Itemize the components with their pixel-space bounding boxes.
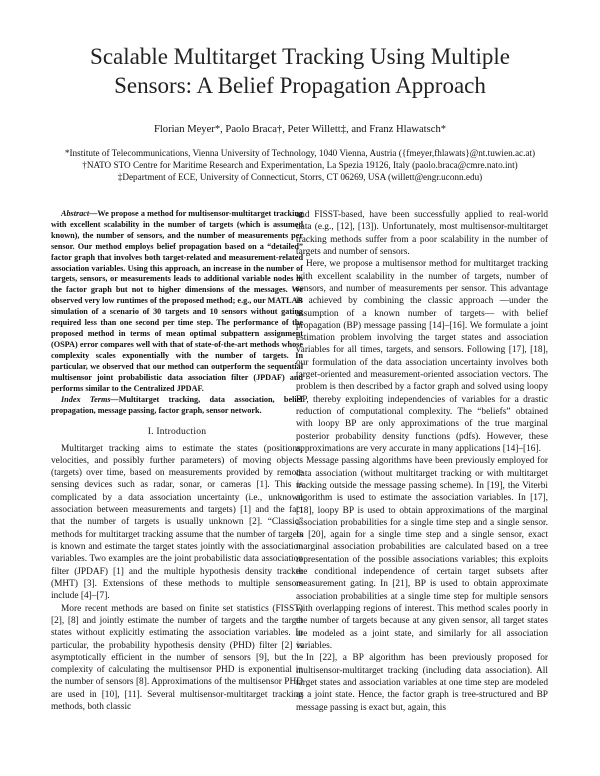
author-list: Florian Meyer*, Paolo Braca†, Peter Willett‡, and Franz Hlawatsch* <box>153 124 447 135</box>
paper-title <box>40 42 560 100</box>
paragraph: More recent methods are based on finite set statistics (FISST) [2], [8] and jointly estimate the number of targets and the target states without explicitly estimating the association variables. In particular, the probability hypothesis density (PHD) filter [2] is asymptotically efficient in the number of sensors [9], but the complexity of calculating the multisensor PHD is exponential in the number of sensors [8]. Approximations of the multisensor PHD are used in [10], [11]. Several multisensor-multitarget tracking methods, both classic <box>51 603 303 713</box>
affiliation-2: †NATO STO Centre for Maritime Research and Experimentation, La Spezia 19126, Italy (paolo.braca@cmre.nato.int) <box>82 160 518 171</box>
affiliation-3: ‡Department of ECE, University of Connecticut, Storrs, CT 06269, USA (willett@engr.uconn.edu) <box>117 172 483 183</box>
paragraph: Message passing algorithms have been previously employed for data association (without multitarget tracking or with multitarget tracking outside the message passing scheme). In [19], the Viterbi algorithm is used to estimate the association variables. In [17], [18], loopy BP is used to obtain approximations of the marginal association probabilities for a single time step and a single sensor. In [20], again for a single time step and a single sensor, exact marginal association probabilities are calculated based on a tree representation of the possible associations variables; this exploits the conditional independence of certain target subsets after measurement gating. In [21], BP is used to obtain approximate association probabilities at a single time step for multiple sensors with overlapping regions of interest. This method scales poorly in the number of targets because at any given sensor, all target states are modeled as a joint state, and similarly for all association variables. <box>296 456 548 651</box>
intro-body-right <box>296 209 548 714</box>
title-line-2: Sensors: A Belief Propagation Approach <box>114 73 486 98</box>
section-heading-introduction: I. Introduction <box>147 426 207 438</box>
affiliations <box>20 147 580 184</box>
affiliation-1: *Institute of Telecommunications, Vienna University of Technology, 1040 Vienna, Austria ({fmeyer,fhlawats}@nt.tuwien.ac.at) <box>64 148 536 158</box>
index-terms-label: Index Terms— <box>61 395 119 405</box>
index-terms <box>51 395 303 417</box>
intro-body-left <box>51 443 303 714</box>
right-column <box>296 209 548 714</box>
index-terms-text: Multitarget tracking, data association, belief propagation, message passing, factor graph, sensor network. <box>51 395 303 416</box>
paragraph-continued: and FISST-based, have been successfully applied to real-world data (e.g., [12], [13]). Unfortunately, most multisensor-multitarget tracking methods suffer from a poor scalability in the number of targets and number of sensors. <box>296 210 548 257</box>
paragraph: In [22], a BP algorithm has been previously proposed for multisensor-multitarget tracking (including data association). All target states and association variables at one time step are modeled as a joint state. Hence, the factor graph is tree-structured and BP message passing is exact but, again, this <box>296 653 548 713</box>
abstract-text: We propose a method for multisensor-multitarget tracking with excellent scalability in the number of targets (which is assumed known), the number of sensors, and the number of measurements per sensor. Our method employs belief propagation based on a “detailed” factor graph that involves both target-related and measurement-related association variables. Using this approach, an increase in the number of targets, sensors, or measurements leads to additional variable nodes in the factor graph but not to higher dimensions of the messages. We observed very low runtimes of the proposed method; e.g., our MATLAB simulation of a scenario of 30 targets and 10 sensors without gating required less than one second per time step. The performance of the proposed method in terms of mean optimal subpattern assignment (OSPA) error compares well with that of state-of-the-art methods whose complexity scales exponentially with the number of targets. In particular, we observed that our method can outperform the sequential multisensor joint probabilistic data association filter (JPDAF) and performs similar to the Centralized JPDAF. <box>51 209 303 393</box>
title-line-1: Scalable Multitarget Tracking Using Multiple <box>90 44 510 69</box>
abstract <box>51 209 303 394</box>
paragraph: Here, we propose a multisensor method for multitarget tracking with excellent scalability in the number of targets, number of sensors, and number of measurements per sensor. This advantage is achieved by combining the classic approach —under the assumption of a known number of targets— with belief propagation (BP) message passing [14]–[16]. We formulate a joint estimation problem involving the target states and association variables for all times, targets, and sensors. Following [17], [18], our formulation of the data association uncertainty involves both target-oriented and measurement-oriented association vectors. The problem is then described by a factor graph and solved using loopy BP, thereby exploiting independencies of variables for a drastic reduction of computational complexity. The “beliefs” obtained with loopy BP are only approximations of the true marginal posterior probability density functions (pdfs). However, these approximations are very accurate in many applications [14]–[16]. <box>296 259 548 454</box>
left-column <box>51 209 303 713</box>
abstract-label: Abstract— <box>61 209 98 218</box>
paragraph: Multitarget tracking aims to estimate the states (positions, velocities, and possibly further parameters) of moving objects (targets) over time, based on measurements provided by remote sensing devices such as radar, sonar, or cameras [1]. This is complicated by a data association uncertainty (i.e., unknown association between measurements and targets) [1] and the fact that the number of targets is usually unknown [2]. “Classic” methods for multitarget tracking assume that the number of targets is known and estimate the target states jointly with the association variables. Two examples are the joint probabilistic data association filter (JPDAF) [1] and the multiple hypothesis density tracker (MHT) [3]. Extensions of these methods to multiple sensors include [4]–[7]. <box>51 443 303 602</box>
